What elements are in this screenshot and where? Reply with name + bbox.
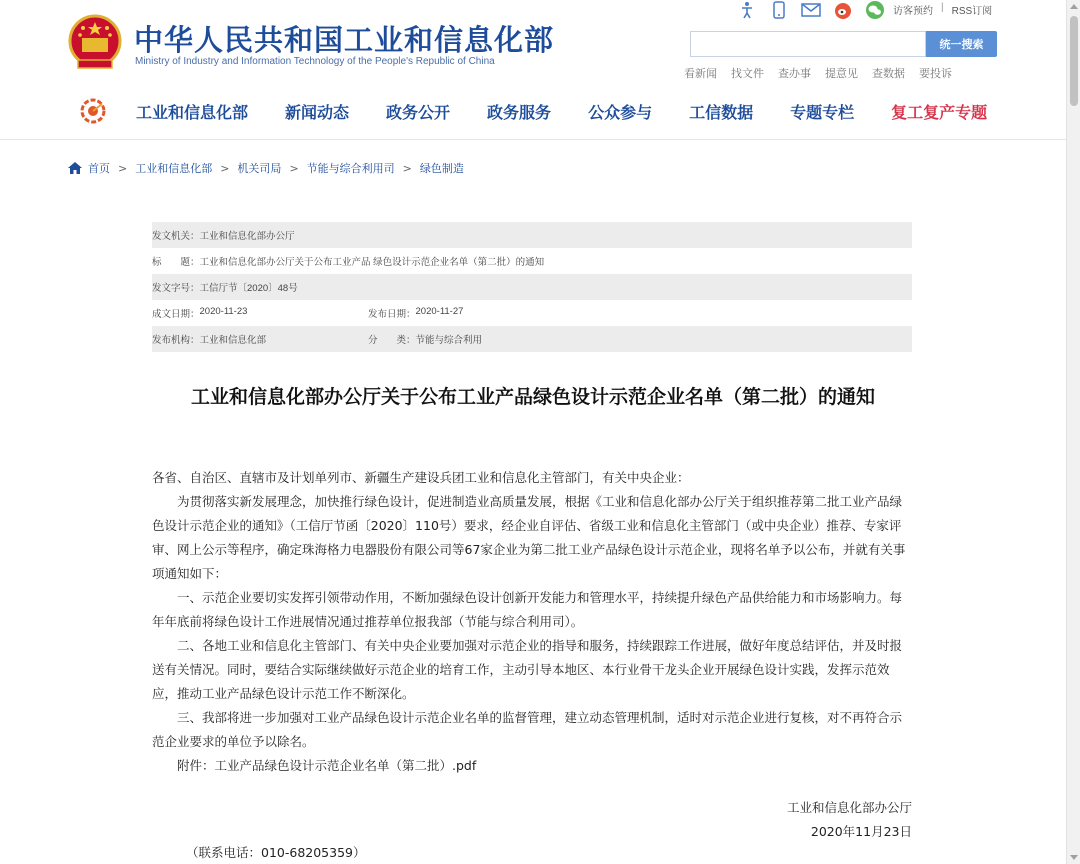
meta-category-value: 节能与综合利用: [415, 335, 483, 346]
nav-item-gov-affairs[interactable]: 政务公开: [386, 102, 451, 122]
signature-org: 工业和信息化部办公厅: [786, 800, 912, 815]
meta-row-org: [152, 326, 912, 352]
article-paragraph: 为贯彻落实新发展理念，加快推行绿色设计，促进制造业高质量发展，根据《工业和信息化部办公厅关于组织推荐第二批工业产品绿色设计示范企业的通知》（工信厅节函〔2020〕110号）要求，经企业自评估、省级工业和信息化主管部门（或中央企业）推荐、专家评审、网上公示等程序，确定珠海格力电器股份有限公司等67家企业为第二批工业产品绿色设计示范企业，现将名单予以公布，并就有关事项通知如下：: [152, 494, 906, 581]
meta-published-value: 2020-11-27: [415, 306, 464, 317]
nav-item-public-participation[interactable]: 公众参与: [588, 102, 653, 122]
article-paragraph: 二、各地工业和信息化主管部门、有关中央企业要加强对示范企业的指导和服务，持续跟踪工作进展，做好年度总结评估，并及时报送有关情况。同时，要结合实际继续做好示范企业的培育工作，主动引导本地区、本行业骨干龙头企业开展绿色设计实践，发挥示范效应，推动工业产品绿色设计示范工作不断深化。: [152, 638, 903, 701]
article-paragraph: 三、我部将进一步加强对工业产品绿色设计示范企业名单的监督管理，建立动态管理机制，适时对示范企业进行复核，对不再符合示范企业要求的单位予以除名。: [152, 710, 903, 749]
mail-icon[interactable]: [800, 1, 822, 19]
signature-date: 2020年11月23日: [810, 824, 912, 839]
search-button[interactable]: 统一搜索: [926, 31, 997, 57]
meta-created-value: 2020-11-23: [199, 306, 248, 317]
article-body: [152, 466, 914, 778]
meta-created: [152, 306, 247, 320]
home-icon: [68, 162, 82, 174]
top-icon-bar: [736, 0, 896, 20]
miit-logo-icon[interactable]: [80, 98, 106, 124]
scroll-down-icon[interactable]: [1070, 855, 1078, 860]
meta-doc-no-label: 发文字号：: [152, 283, 200, 294]
quick-link-news[interactable]: 看新闻: [684, 67, 717, 80]
meta-category-label: 分 类：: [368, 335, 416, 346]
meta-org-label: 发布机构：: [152, 335, 200, 346]
vertical-scrollbar[interactable]: [1066, 0, 1080, 864]
signature-block: [700, 796, 912, 844]
visitor-appointment-link[interactable]: 访客预约: [893, 6, 933, 17]
breadcrumb-departments[interactable]: 机关司局: [237, 162, 282, 175]
meta-row-doc-no: [152, 274, 912, 300]
breadcrumb-home[interactable]: 首页: [88, 162, 110, 175]
breadcrumb-green-manufacturing[interactable]: 绿色制造: [419, 162, 464, 175]
nav-item-gov-services[interactable]: 政务服务: [487, 102, 552, 122]
quick-link-files[interactable]: 找文件: [731, 67, 764, 80]
article-title: 工业和信息化部办公厅关于公布工业产品绿色设计示范企业名单（第二批）的通知: [190, 386, 875, 408]
rss-link[interactable]: RSS订阅: [951, 6, 993, 17]
breadcrumb: [68, 160, 464, 176]
mobile-icon[interactable]: [768, 1, 790, 19]
article-salutation: 各省、自治区、直辖市及计划单列市、新疆生产建设兵团工业和信息化主管部门，有关中央企业：: [152, 470, 690, 485]
top-link-separator: |: [941, 2, 944, 13]
article-paragraph: 一、示范企业要切实发挥引领带动作用，不断加强绿色设计创新开发能力和管理水平，持续提升绿色产品供给能力和市场影响力。每年年底前将绿色设计工作进展情况通过推荐单位报我部（节能与综合利用司）。: [152, 590, 903, 629]
meta-org-value: 工业和信息化部: [199, 335, 267, 346]
meta-row-issuer: [152, 222, 912, 248]
meta-doc-no-value: 工信厅节〔2020〕48号: [199, 283, 298, 294]
nav-item-data[interactable]: 工信数据: [689, 102, 754, 122]
search-input[interactable]: [690, 31, 926, 57]
quick-link-complaint[interactable]: 要投诉: [919, 67, 952, 80]
attachment-link[interactable]: 附件：工业产品绿色设计示范企业名单（第二批）.pdf: [177, 758, 477, 773]
main-nav: [80, 98, 1024, 124]
nav-item-miit[interactable]: 工业和信息化部: [136, 102, 249, 122]
breadcrumb-separator: >: [118, 161, 128, 175]
meta-row-subject: [152, 248, 912, 274]
quick-link-feedback[interactable]: 提意见: [825, 67, 858, 80]
weibo-icon[interactable]: [832, 1, 854, 19]
meta-subject-value: 工业和信息化部办公厅关于公布工业产品 绿色设计示范企业名单（第二批）的通知: [199, 257, 545, 268]
meta-subject-label: 标 题：: [152, 257, 200, 268]
breadcrumb-separator: >: [402, 161, 412, 175]
breadcrumb-energy-dept[interactable]: 节能与综合利用司: [306, 162, 395, 175]
document-meta-table: [152, 222, 912, 352]
meta-published: [368, 306, 463, 320]
nav-item-resume-work[interactable]: 复工复产专题: [891, 102, 988, 122]
national-emblem-icon[interactable]: [68, 14, 122, 72]
meta-category: [368, 332, 482, 346]
site-title[interactable]: 中华人民共和国工业和信息化部: [134, 23, 555, 57]
nav-item-special-columns[interactable]: 专题专栏: [790, 102, 855, 122]
top-links: [893, 2, 992, 17]
meta-row-dates: [152, 300, 912, 326]
meta-created-label: 成文日期：: [152, 309, 200, 320]
quick-link-data[interactable]: 查数据: [872, 67, 905, 80]
accessibility-icon[interactable]: [736, 1, 758, 19]
wechat-icon[interactable]: [864, 1, 886, 19]
quick-link-services[interactable]: 查办事: [778, 67, 811, 80]
site-subtitle: Ministry of Industry and Information Technology of the People's Republic of China: [135, 56, 495, 67]
breadcrumb-miit[interactable]: 工业和信息化部: [135, 162, 213, 175]
breadcrumb-separator: >: [220, 161, 230, 175]
meta-issuer-label: 发文机关：: [152, 231, 200, 242]
meta-issuer-value: 工业和信息化部办公厅: [199, 231, 295, 242]
scroll-up-icon[interactable]: [1070, 4, 1078, 9]
breadcrumb-separator: >: [289, 161, 299, 175]
nav-item-news[interactable]: 新闻动态: [285, 102, 350, 122]
quick-links: [684, 65, 952, 81]
site-header: [0, 0, 1066, 140]
meta-org: [152, 332, 266, 346]
contact-phone: （联系电话：010-68205359）: [186, 845, 366, 860]
scroll-thumb[interactable]: [1070, 16, 1078, 106]
meta-published-label: 发布日期：: [368, 309, 416, 320]
